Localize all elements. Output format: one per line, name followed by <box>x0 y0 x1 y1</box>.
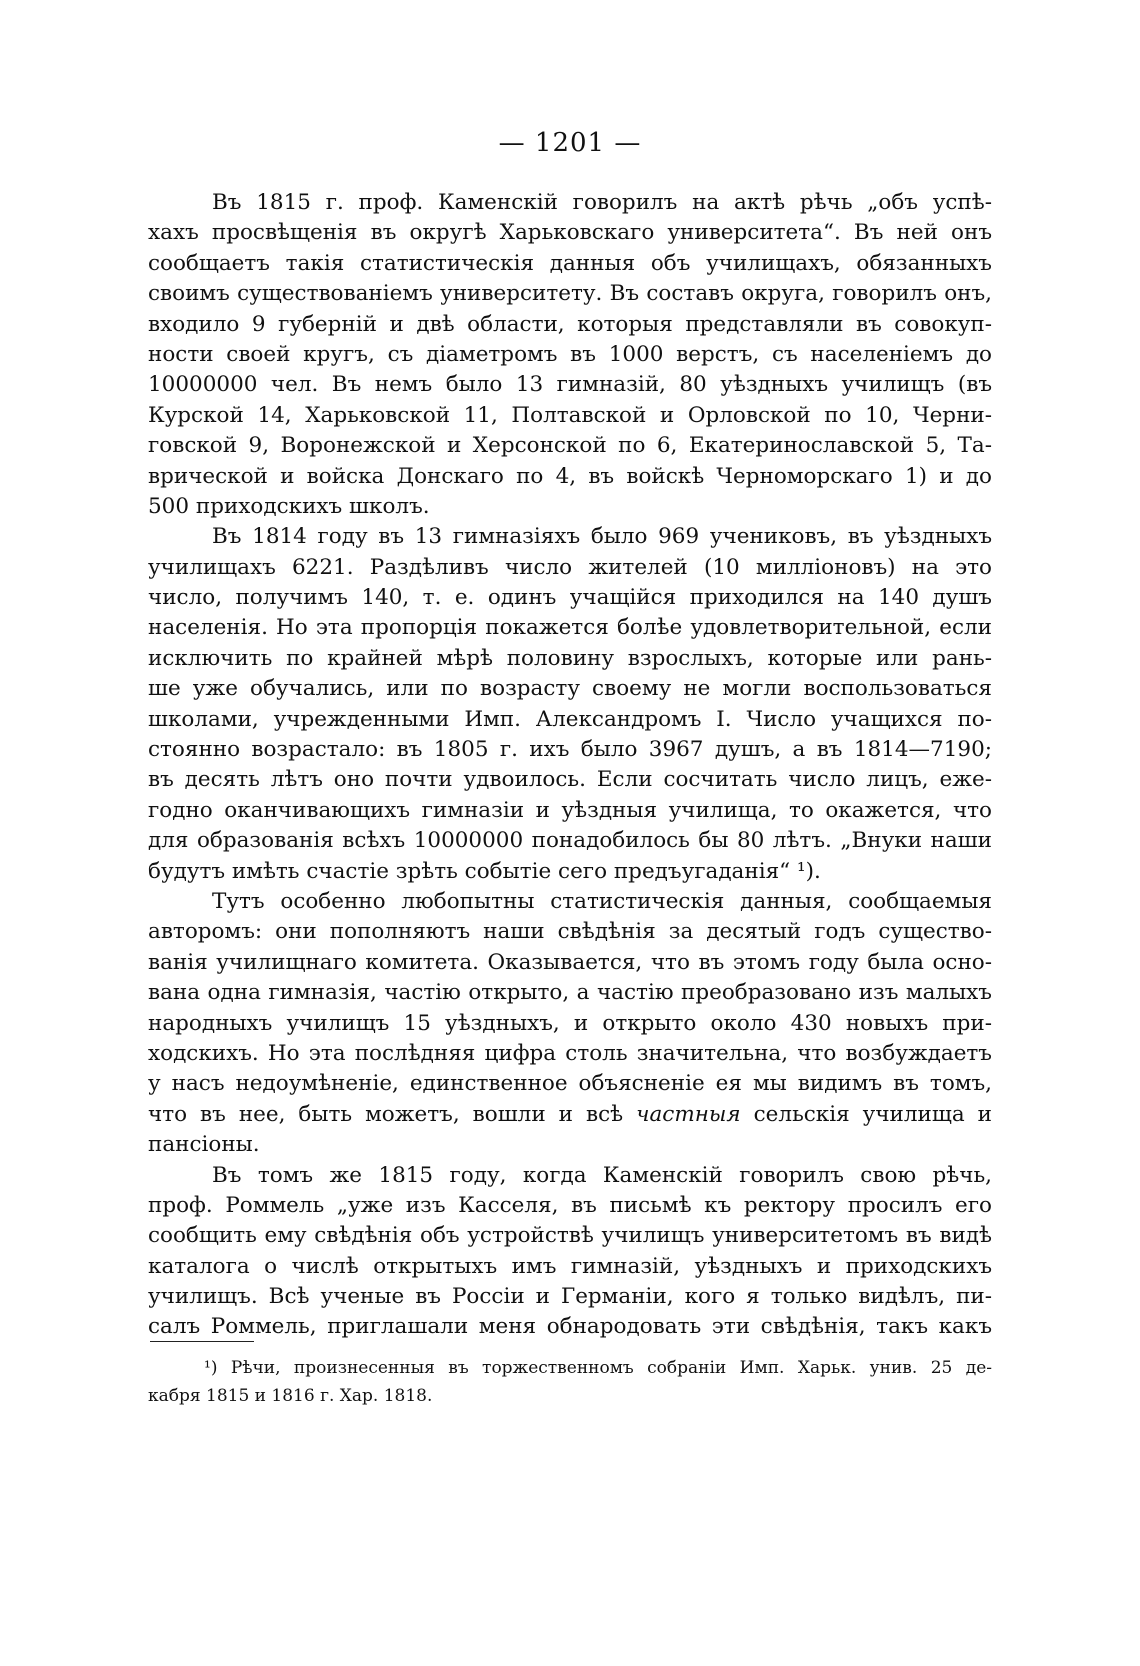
text-line: 500 приходскихъ школъ. <box>148 493 430 519</box>
text-line: ше уже обучались, или по возрасту своему не могли воспользоваться <box>148 676 992 702</box>
text-line: входило 9 губерній и двѣ области, которыя представляли въ совокуп- <box>148 311 992 337</box>
text-line: говской 9, Воронежской и Херсонской по 6, Екатеринославской 5, Та- <box>148 433 992 459</box>
text-line: Въ 1815 г. проф. Каменскій говорилъ на актѣ рѣчь „объ успѣ- <box>212 190 992 215</box>
text-line: училищахъ 6221. Раздѣливъ число жителей (10 милліоновъ) на это <box>148 554 992 580</box>
text-line: 10000000 чел. Въ немъ было 13 гимназій, 80 уѣздныхъ училищъ (въ <box>148 372 992 398</box>
paragraph-2 <box>148 522 992 887</box>
italic-word: частныя <box>636 1101 741 1127</box>
text-line: вана одна гимназія, частію открыто, а частію преобразовано изъ малыхъ <box>148 980 992 1006</box>
text-line: населенія. Но эта пропорція покажется болѣе удовлетворительной, если <box>148 615 992 641</box>
text-line: врической и войска Донскаго по 4, въ войскѣ Черноморскаго 1) и до <box>148 463 992 489</box>
page-number: — 1201 — <box>498 128 642 158</box>
text-line: Въ 1814 году въ 13 гимназіяхъ было 969 учениковъ, въ уѣздныхъ <box>212 524 992 550</box>
paragraph-3 <box>148 887 992 1161</box>
text-line: ванія училищнаго комитета. Оказывается, что въ этомъ году была осно- <box>148 949 992 975</box>
text-line: училищъ. Всѣ ученые въ Россіи и Германіи, кого я только видѣлъ, пи- <box>148 1284 992 1310</box>
text-line: салъ Роммель, приглашали меня обнародовать эти свѣдѣнія, такъ какъ <box>148 1314 992 1340</box>
footnote-line: кабря 1815 и 1816 г. Хар. 1818. <box>148 1386 433 1406</box>
text-line: для образованія всѣхъ 10000000 понадобилось бы 80 лѣтъ. „Внуки наши <box>148 828 992 854</box>
text-line: въ десять лѣтъ оно почти удвоилось. Если сосчитать число лицъ, еже- <box>148 767 992 793</box>
text-line: годно оканчивающихъ гимназіи и уѣздныя училища, то окажется, что <box>148 797 992 823</box>
text-line: будутъ имѣть счастіе зрѣть событіе сего предъугаданія“ ¹). <box>148 858 821 884</box>
text-line: у насъ недоумѣненіе, единственное объясненіе ея мы видимъ въ томъ, <box>148 1071 992 1097</box>
text-line-with-italic <box>148 1100 992 1130</box>
text-line: ности своей кругъ, съ діаметромъ въ 1000 верстъ, съ населеніемъ до <box>148 341 992 367</box>
text-line: исключить по крайней мѣрѣ половину взрослыхъ, которые или рань- <box>148 645 992 671</box>
text-line: сообщить ему свѣдѣнія объ устройствѣ училищъ университетомъ въ видѣ <box>148 1223 992 1249</box>
footnote-line: ¹) Рѣчи, произнесенныя въ торжественномъ собраніи Имп. Харьк. унив. 25 де- <box>204 1358 992 1378</box>
paragraph-4 <box>148 1161 992 1343</box>
text-line: проф. Роммель „уже изъ Касселя, въ письмѣ къ ректору просилъ его <box>148 1192 992 1218</box>
text-line: число, получимъ 140, т. е. одинъ учащійся приходился на 140 душъ <box>148 585 992 611</box>
text-line: стоянно возрастало: въ 1805 г. ихъ было 3967 душъ, а въ 1814—7190; <box>148 737 992 763</box>
text-line: Тутъ особенно любопытны статистическія данныя, сообщаемыя <box>212 888 992 914</box>
text-line: авторомъ: они пополняютъ наши свѣдѣнія за десятый годъ существо- <box>148 919 992 945</box>
footnote <box>148 1354 992 1410</box>
paragraph-1 <box>148 188 992 522</box>
text-line: Въ томъ же 1815 году, когда Каменскій говорилъ свою рѣчь, <box>212 1162 992 1188</box>
text-fragment: сельскія училища и <box>753 1101 992 1127</box>
text-fragment: что въ нее, быть можетъ, вошли и всѣ <box>148 1101 624 1127</box>
text-line: пансіоны. <box>148 1132 260 1158</box>
text-line: школами, учрежденными Имп. Александромъ I. Число учащихся по- <box>148 706 992 732</box>
text-line: своимъ существованіемъ университету. Въ составъ округа, говорилъ онъ, <box>148 281 992 307</box>
text-line: ходскихъ. Но эта послѣдняя цифра столь значительна, что возбуждаетъ <box>148 1040 992 1066</box>
body-text <box>148 188 992 1343</box>
text-line: Курской 14, Харьковской 11, Полтавской и Орловской по 10, Черни- <box>148 402 992 428</box>
text-line: народныхъ училищъ 15 уѣздныхъ, и открыто около 430 новыхъ при- <box>148 1010 992 1036</box>
footnote-divider <box>150 1341 254 1342</box>
text-line: сообщаетъ такія статистическія данныя объ училищахъ, обязанныхъ <box>148 250 992 276</box>
text-line: каталога о числѣ открытыхъ имъ гимназій, уѣздныхъ и приходскихъ <box>148 1253 992 1279</box>
text-line: хахъ просвѣщенія въ округѣ Харьковскаго университета“. Въ ней онъ <box>148 220 992 246</box>
